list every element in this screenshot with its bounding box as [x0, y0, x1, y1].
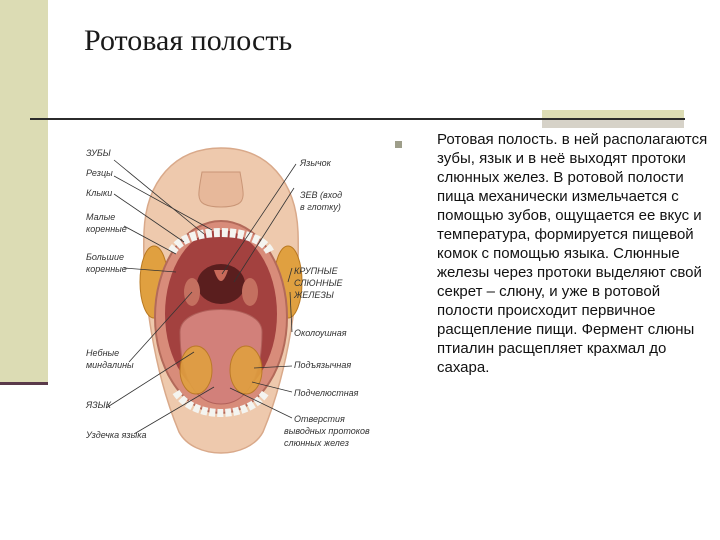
label-sublingual: Подъязычная [294, 360, 352, 370]
label-duct-openings-1: Отверстия [294, 414, 345, 424]
sublingual-gland-left [180, 346, 212, 394]
label-duct-openings-3: слюнных желез [284, 438, 349, 448]
label-submandibular: Подчелюстная [294, 388, 359, 398]
label-fauces-1: ЗЕВ (вход [300, 190, 343, 200]
label-glands-2: СЛЮННЫЕ [294, 278, 343, 288]
decor-bar-top [542, 110, 684, 118]
decor-bar-bottom [542, 120, 684, 128]
label-tonsils-1: Небные [86, 348, 120, 358]
slide-body-text: Ротовая полость. в ней располагаются зубы, язык и в неё выходят протоки слюнных желез. В ротовой полости пища механически измельчается с помощью зубов, ощущается ее вкус и температура, формируется пищевой комок с помощью языка. Слюнные железы через протоки выделяют свой секрет – слюну, и уже в ротовой полости происходит первичное расщепление пищи. Фермент слюны птиалин расщепляет крахмал до сахара. [437, 131, 708, 376]
left-accent-rule [0, 382, 48, 385]
label-molars-1: Большие [86, 252, 124, 262]
label-premolars-1: Малые [86, 212, 116, 222]
oral-cavity-svg [84, 142, 370, 470]
tonsil-right [242, 278, 258, 306]
bullet-marker [395, 141, 402, 148]
label-tonsils-2: миндалины [86, 360, 134, 370]
label-glands-1: КРУПНЫЕ [294, 266, 338, 276]
label-teeth: ЗУБЫ [86, 148, 111, 158]
label-frenulum: Уздечка языка [86, 430, 147, 440]
label-molars-2: коренные [86, 264, 127, 274]
left-accent-band [0, 0, 48, 384]
label-fauces-2: в глотку) [300, 202, 341, 212]
oral-cavity-illustration [84, 142, 370, 470]
label-tongue: ЯЗЫК [86, 400, 111, 410]
label-incisors: Резцы [86, 168, 113, 178]
nose-shape [199, 172, 243, 207]
sublingual-gland-right [230, 346, 262, 394]
label-duct-openings-2: выводных протоков [284, 426, 370, 436]
label-parotid: Околоушная [294, 328, 347, 338]
label-canines: Клыки [86, 188, 113, 198]
slide-title: Ротовая полость [84, 24, 293, 57]
label-premolars-2: коренные [86, 224, 127, 234]
label-uvula: Язычок [300, 158, 331, 168]
label-glands-3: ЖЕЛЕЗЫ [294, 290, 334, 300]
